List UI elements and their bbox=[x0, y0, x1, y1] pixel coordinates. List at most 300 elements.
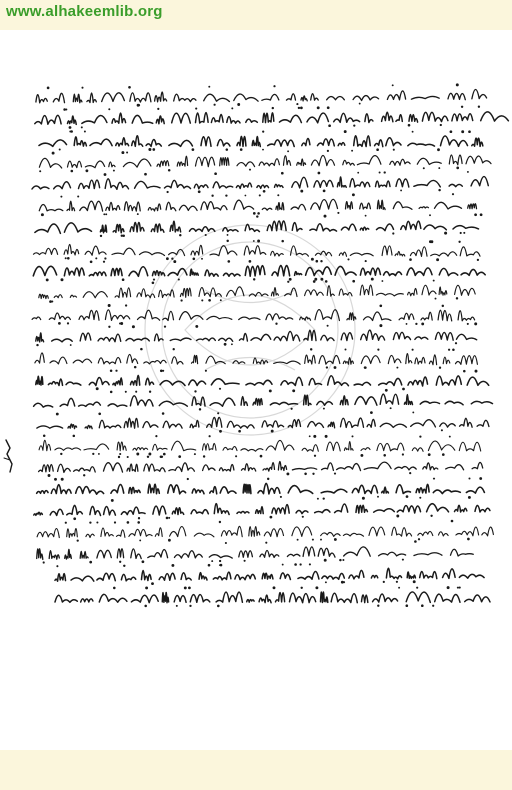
diacritic-dot bbox=[416, 587, 418, 589]
diacritic-dot bbox=[379, 304, 382, 307]
diacritic-dot bbox=[312, 473, 314, 475]
diacritic-dot bbox=[85, 169, 88, 172]
diacritic-dot bbox=[205, 234, 207, 236]
diacritic-dot bbox=[104, 173, 107, 176]
diacritic-dot bbox=[440, 124, 442, 126]
diacritic-dot bbox=[168, 539, 171, 542]
diacritic-dot bbox=[281, 172, 284, 175]
diacritic-dot bbox=[353, 124, 355, 126]
diacritic-dot bbox=[298, 107, 300, 109]
diacritic-dot bbox=[456, 83, 459, 86]
diacritic-dot bbox=[226, 148, 229, 151]
diacritic-dot bbox=[341, 581, 344, 584]
diacritic-dot bbox=[217, 605, 220, 608]
diacritic-dot bbox=[439, 367, 441, 369]
diacritic-dot bbox=[312, 539, 314, 541]
diacritic-dot bbox=[433, 280, 435, 282]
diacritic-dot bbox=[310, 348, 312, 350]
diacritic-dot bbox=[444, 232, 447, 235]
diacritic-dot bbox=[176, 605, 178, 607]
diacritic-dot bbox=[198, 190, 201, 193]
diacritic-dot bbox=[73, 435, 76, 438]
diacritic-dot bbox=[89, 521, 91, 523]
diacritic-dot bbox=[125, 391, 127, 393]
diacritic-dot bbox=[265, 542, 267, 544]
diacritic-dot bbox=[418, 538, 420, 540]
diacritic-dot bbox=[214, 104, 216, 106]
diacritic-dot bbox=[127, 521, 130, 524]
diacritic-dot bbox=[273, 586, 276, 589]
diacritic-dot bbox=[438, 167, 440, 169]
handwritten-line bbox=[39, 462, 483, 473]
diacritic-dot bbox=[456, 167, 459, 170]
diacritic-dot bbox=[171, 258, 173, 260]
handwritten-line bbox=[55, 592, 490, 603]
diacritic-dot bbox=[108, 108, 110, 110]
diacritic-dot bbox=[468, 477, 470, 479]
diacritic-dot bbox=[201, 258, 203, 260]
diacritic-dot bbox=[309, 435, 311, 437]
diacritic-dot bbox=[345, 349, 347, 351]
diacritic-dot bbox=[271, 430, 274, 433]
diacritic-dot bbox=[379, 171, 381, 173]
diacritic-dot bbox=[188, 587, 191, 590]
diacritic-dot bbox=[217, 412, 219, 414]
diacritic-dot bbox=[245, 195, 247, 197]
diacritic-dot bbox=[145, 586, 148, 589]
diacritic-dot bbox=[219, 521, 221, 523]
diacritic-dot bbox=[409, 258, 412, 261]
diacritic-dot bbox=[96, 521, 98, 523]
diacritic-dot bbox=[184, 586, 187, 589]
diacritic-dot bbox=[458, 241, 460, 243]
diacritic-dot bbox=[296, 103, 298, 105]
diacritic-dot bbox=[415, 323, 417, 325]
handwritten-line bbox=[34, 244, 481, 256]
handwritten-line bbox=[36, 375, 489, 386]
diacritic-dot bbox=[120, 322, 123, 325]
handwritten-line bbox=[34, 504, 490, 516]
diacritic-dot bbox=[105, 213, 107, 215]
diacritic-dot bbox=[168, 169, 171, 172]
diacritic-dot bbox=[475, 370, 478, 373]
diacritic-dot bbox=[137, 104, 140, 107]
handwritten-line bbox=[37, 547, 474, 560]
diacritic-dot bbox=[253, 240, 255, 242]
diacritic-dot bbox=[459, 587, 461, 589]
diacritic-dot bbox=[362, 497, 365, 500]
diacritic-dot bbox=[189, 605, 191, 607]
diacritic-dot bbox=[137, 521, 140, 524]
diacritic-dot bbox=[430, 515, 432, 517]
diacritic-dot bbox=[96, 387, 99, 390]
handwritten-line bbox=[39, 199, 476, 211]
diacritic-dot bbox=[383, 454, 386, 457]
diacritic-dot bbox=[43, 435, 46, 438]
diacritic-dot bbox=[273, 85, 275, 87]
diacritic-dot bbox=[49, 300, 52, 303]
diacritic-dot bbox=[392, 84, 394, 86]
diacritic-dot bbox=[320, 539, 322, 541]
diacritic-dot bbox=[168, 517, 170, 519]
diacritic-dot bbox=[385, 389, 388, 392]
diacritic-dot bbox=[240, 148, 243, 151]
diacritic-dot bbox=[436, 258, 439, 261]
diacritic-dot bbox=[121, 151, 124, 154]
diacritic-dot bbox=[225, 194, 227, 196]
diacritic-dot bbox=[195, 325, 198, 328]
diacritic-dot bbox=[220, 299, 222, 301]
diacritic-dot bbox=[334, 538, 337, 541]
diacritic-dot bbox=[60, 196, 62, 198]
diacritic-dot bbox=[314, 278, 317, 281]
diacritic-dot bbox=[113, 170, 115, 172]
diacritic-dot bbox=[287, 281, 289, 283]
diacritic-dot bbox=[313, 280, 316, 283]
diacritic-dot bbox=[414, 540, 417, 543]
diacritic-dot bbox=[317, 106, 320, 109]
diacritic-dot bbox=[460, 232, 462, 234]
diacritic-dot bbox=[152, 282, 155, 285]
diacritic-dot bbox=[201, 299, 203, 301]
diacritic-dot bbox=[41, 213, 44, 216]
diacritic-dot bbox=[390, 407, 392, 409]
diacritic-dot bbox=[59, 148, 61, 150]
diacritic-dot bbox=[111, 499, 114, 502]
diacritic-dot bbox=[187, 478, 189, 480]
diacritic-dot bbox=[452, 348, 455, 351]
diacritic-dot bbox=[327, 106, 330, 109]
diacritic-dot bbox=[291, 408, 293, 410]
diacritic-dot bbox=[324, 215, 327, 218]
diacritic-dot bbox=[359, 103, 361, 105]
diacritic-dot bbox=[249, 260, 252, 263]
diacritic-dot bbox=[69, 131, 71, 133]
handwritten-line bbox=[35, 221, 479, 233]
diacritic-dot bbox=[227, 260, 230, 263]
diacritic-dot bbox=[452, 193, 454, 195]
diacritic-dot bbox=[438, 189, 440, 191]
diacritic-dot bbox=[193, 258, 196, 261]
diacritic-dot bbox=[155, 435, 157, 437]
diacritic-dot bbox=[299, 563, 301, 565]
diacritic-dot bbox=[297, 539, 299, 541]
handwritten-line bbox=[34, 394, 493, 407]
diacritic-dot bbox=[442, 453, 445, 456]
diacritic-dot bbox=[249, 169, 251, 171]
diacritic-dot bbox=[164, 326, 166, 328]
diacritic-dot bbox=[161, 456, 163, 458]
diacritic-dot bbox=[209, 435, 211, 437]
diacritic-dot bbox=[419, 435, 421, 437]
diacritic-dot bbox=[260, 455, 263, 458]
diacritic-dot bbox=[339, 559, 341, 561]
diacritic-dot bbox=[428, 453, 431, 456]
diacritic-dot bbox=[144, 605, 147, 608]
diacritic-dot bbox=[406, 323, 408, 325]
diacritic-dot bbox=[157, 108, 159, 110]
diacritic-dot bbox=[437, 148, 440, 151]
diacritic-dot bbox=[477, 259, 479, 261]
diacritic-dot bbox=[211, 560, 213, 562]
diacritic-dot bbox=[110, 391, 113, 394]
diacritic-dot bbox=[396, 515, 399, 518]
diacritic-dot bbox=[463, 232, 465, 234]
diacritic-dot bbox=[301, 587, 303, 589]
diacritic-dot bbox=[134, 366, 137, 369]
diacritic-dot bbox=[77, 195, 79, 197]
diacritic-dot bbox=[98, 412, 101, 415]
diacritic-dot bbox=[203, 455, 205, 457]
diacritic-dot bbox=[151, 582, 154, 585]
diacritic-dot bbox=[412, 411, 414, 413]
diacritic-dot bbox=[253, 278, 255, 280]
diacritic-dot bbox=[474, 213, 477, 216]
diacritic-dot bbox=[81, 87, 83, 89]
diacritic-dot bbox=[302, 516, 304, 518]
handwritten-line bbox=[55, 568, 484, 581]
diacritic-dot bbox=[304, 473, 307, 476]
diacritic-dot bbox=[219, 564, 221, 566]
diacritic-dot bbox=[104, 257, 106, 259]
diacritic-dot bbox=[412, 131, 414, 133]
diacritic-dot bbox=[148, 453, 151, 456]
diacritic-dot bbox=[90, 260, 93, 263]
diacritic-dot bbox=[370, 411, 373, 414]
diacritic-dot bbox=[52, 152, 55, 155]
diacritic-dot bbox=[194, 390, 196, 392]
diacritic-dot bbox=[259, 194, 261, 196]
diacritic-dot bbox=[122, 278, 125, 281]
handwritten-line bbox=[36, 330, 477, 342]
diacritic-dot bbox=[65, 257, 67, 259]
diacritic-dot bbox=[139, 539, 141, 541]
diacritic-dot bbox=[347, 258, 349, 260]
diacritic-dot bbox=[115, 370, 117, 372]
diacritic-dot bbox=[292, 389, 295, 392]
diacritic-dot bbox=[166, 257, 169, 260]
bottom-frame bbox=[0, 750, 512, 790]
diacritic-dot bbox=[270, 516, 273, 519]
diacritic-dot bbox=[67, 257, 70, 260]
diacritic-dot bbox=[334, 473, 336, 475]
diacritic-dot bbox=[450, 130, 453, 133]
diacritic-dot bbox=[323, 497, 325, 499]
handwritten-line bbox=[37, 526, 493, 537]
diacritic-dot bbox=[56, 565, 58, 567]
diacritic-dot bbox=[467, 323, 469, 325]
diacritic-dot bbox=[334, 366, 337, 369]
diacritic-dot bbox=[125, 304, 127, 306]
diacritic-dot bbox=[226, 240, 228, 242]
diacritic-dot bbox=[277, 194, 279, 196]
diacritic-dot bbox=[110, 369, 113, 372]
diacritic-dot bbox=[225, 542, 227, 544]
diacritic-dot bbox=[69, 126, 72, 129]
diacritic-dot bbox=[262, 131, 264, 133]
diacritic-dot bbox=[379, 324, 382, 327]
diacritic-dot bbox=[351, 150, 353, 152]
diacritic-dot bbox=[400, 189, 402, 191]
diacritic-dot bbox=[320, 260, 322, 262]
diacritic-dot bbox=[56, 413, 59, 416]
diacritic-dot bbox=[113, 587, 116, 590]
diacritic-dot bbox=[98, 453, 100, 455]
diacritic-dot bbox=[357, 172, 359, 174]
diacritic-dot bbox=[287, 150, 289, 152]
diacritic-dot bbox=[327, 150, 329, 152]
diacritic-dot bbox=[309, 563, 311, 565]
diacritic-dot bbox=[237, 103, 240, 106]
diacritic-dot bbox=[272, 107, 274, 109]
diacritic-dot bbox=[166, 191, 168, 193]
diacritic-dot bbox=[219, 388, 221, 390]
diacritic-dot bbox=[219, 430, 222, 433]
diacritic-dot bbox=[398, 587, 400, 589]
diacritic-dot bbox=[238, 430, 241, 433]
diacritic-dot bbox=[262, 149, 264, 151]
diacritic-dot bbox=[214, 172, 217, 175]
diacritic-dot bbox=[275, 323, 277, 325]
diacritic-dot bbox=[384, 171, 386, 173]
diacritic-dot bbox=[447, 586, 450, 589]
diacritic-dot bbox=[474, 322, 477, 325]
diacritic-dot bbox=[256, 215, 258, 217]
diacritic-dot bbox=[153, 279, 155, 281]
diacritic-dot bbox=[467, 171, 469, 173]
site-link[interactable]: www.alhakeemlib.org bbox=[6, 3, 163, 20]
diacritic-dot bbox=[163, 453, 166, 456]
diacritic-dot bbox=[421, 322, 424, 325]
diacritic-dot bbox=[108, 304, 111, 307]
diacritic-dot bbox=[103, 261, 105, 263]
diacritic-dot bbox=[103, 213, 105, 215]
diacritic-dot bbox=[95, 257, 97, 259]
diacritic-dot bbox=[455, 342, 457, 344]
diacritic-dot bbox=[413, 580, 416, 583]
diacritic-dot bbox=[135, 391, 137, 393]
handwritten-line bbox=[32, 310, 475, 321]
diacritic-dot bbox=[280, 496, 282, 498]
diacritic-dot bbox=[328, 124, 331, 127]
diacritic-dot bbox=[47, 87, 50, 90]
diacritic-dot bbox=[467, 538, 470, 541]
diacritic-dot bbox=[311, 258, 314, 261]
diacritic-dot bbox=[383, 581, 385, 583]
handwritten-line bbox=[39, 136, 483, 147]
diacritic-dot bbox=[478, 106, 480, 108]
diacritic-dot bbox=[294, 563, 297, 566]
diacritic-dot bbox=[327, 325, 329, 327]
diacritic-dot bbox=[128, 86, 131, 89]
diacritic-dot bbox=[149, 391, 151, 393]
diacritic-dot bbox=[100, 235, 102, 237]
handwritten-line bbox=[39, 155, 491, 168]
diacritic-dot bbox=[365, 215, 367, 217]
diacritic-dot bbox=[457, 587, 459, 589]
diacritic-dot bbox=[442, 305, 444, 307]
diacritic-dot bbox=[377, 496, 379, 498]
diacritic-dot bbox=[289, 278, 292, 281]
diacritic-dot bbox=[48, 474, 51, 477]
diacritic-dot bbox=[71, 170, 74, 173]
diacritic-dot bbox=[160, 369, 163, 372]
diacritic-dot bbox=[54, 478, 57, 481]
margin-mark bbox=[4, 440, 12, 472]
diacritic-dot bbox=[208, 86, 210, 88]
diacritic-dot bbox=[393, 149, 395, 151]
diacritic-dot bbox=[118, 456, 120, 458]
diacritic-dot bbox=[144, 173, 147, 176]
diacritic-dot bbox=[119, 561, 121, 563]
handwritten-line bbox=[37, 417, 489, 428]
diacritic-dot bbox=[344, 130, 347, 133]
diacritic-dot bbox=[324, 559, 327, 562]
diacritic-dot bbox=[371, 278, 374, 281]
diacritic-dot bbox=[325, 435, 328, 438]
diacritic-dot bbox=[114, 521, 116, 523]
diacritic-dot bbox=[314, 455, 316, 457]
diacritic-dot bbox=[405, 604, 408, 607]
diacritic-dot bbox=[84, 131, 86, 133]
diacritic-dot bbox=[61, 478, 64, 481]
diacritic-dot bbox=[231, 343, 233, 345]
diacritic-dot bbox=[140, 348, 143, 351]
diacritic-dot bbox=[119, 453, 121, 455]
diacritic-dot bbox=[406, 495, 409, 498]
diacritic-dot bbox=[421, 604, 424, 607]
diacritic-dot bbox=[43, 561, 45, 563]
site-banner bbox=[0, 0, 512, 24]
diacritic-dot bbox=[58, 322, 61, 325]
diacritic-dot bbox=[441, 429, 443, 431]
diacritic-dot bbox=[162, 412, 165, 415]
diacritic-dot bbox=[194, 453, 196, 455]
diacritic-dot bbox=[257, 240, 260, 243]
diacritic-dot bbox=[323, 408, 325, 410]
diacritic-dot bbox=[227, 234, 229, 236]
diacritic-dot bbox=[365, 260, 367, 262]
manuscript-image bbox=[0, 30, 512, 750]
diacritic-dot bbox=[351, 435, 353, 437]
diacritic-dot bbox=[318, 172, 321, 175]
diacritic-dot bbox=[138, 517, 140, 519]
diacritic-dot bbox=[132, 325, 135, 328]
diacritic-dot bbox=[449, 436, 451, 438]
diacritic-dot bbox=[396, 367, 398, 369]
diacritic-dot bbox=[92, 453, 94, 455]
diacritic-dot bbox=[325, 581, 327, 583]
diacritic-dot bbox=[409, 472, 411, 474]
diacritic-dot bbox=[360, 454, 363, 457]
diacritic-dot bbox=[468, 496, 471, 499]
handwritten-line bbox=[37, 483, 485, 494]
diacritic-dot bbox=[205, 370, 207, 372]
manuscript-page bbox=[0, 30, 512, 750]
diacritic-dot bbox=[137, 213, 139, 215]
diacritic-dot bbox=[300, 190, 303, 193]
diacritic-dot bbox=[433, 478, 435, 480]
diacritic-dot bbox=[396, 581, 398, 583]
handwritten-line bbox=[36, 89, 487, 102]
diacritic-dot bbox=[46, 278, 49, 281]
diacritic-dot bbox=[325, 280, 328, 283]
handwritten-line bbox=[39, 440, 481, 451]
diacritic-dot bbox=[381, 280, 383, 282]
diacritic-dot bbox=[179, 234, 181, 236]
handwritten-line bbox=[33, 266, 485, 277]
diacritic-dot bbox=[73, 517, 76, 520]
